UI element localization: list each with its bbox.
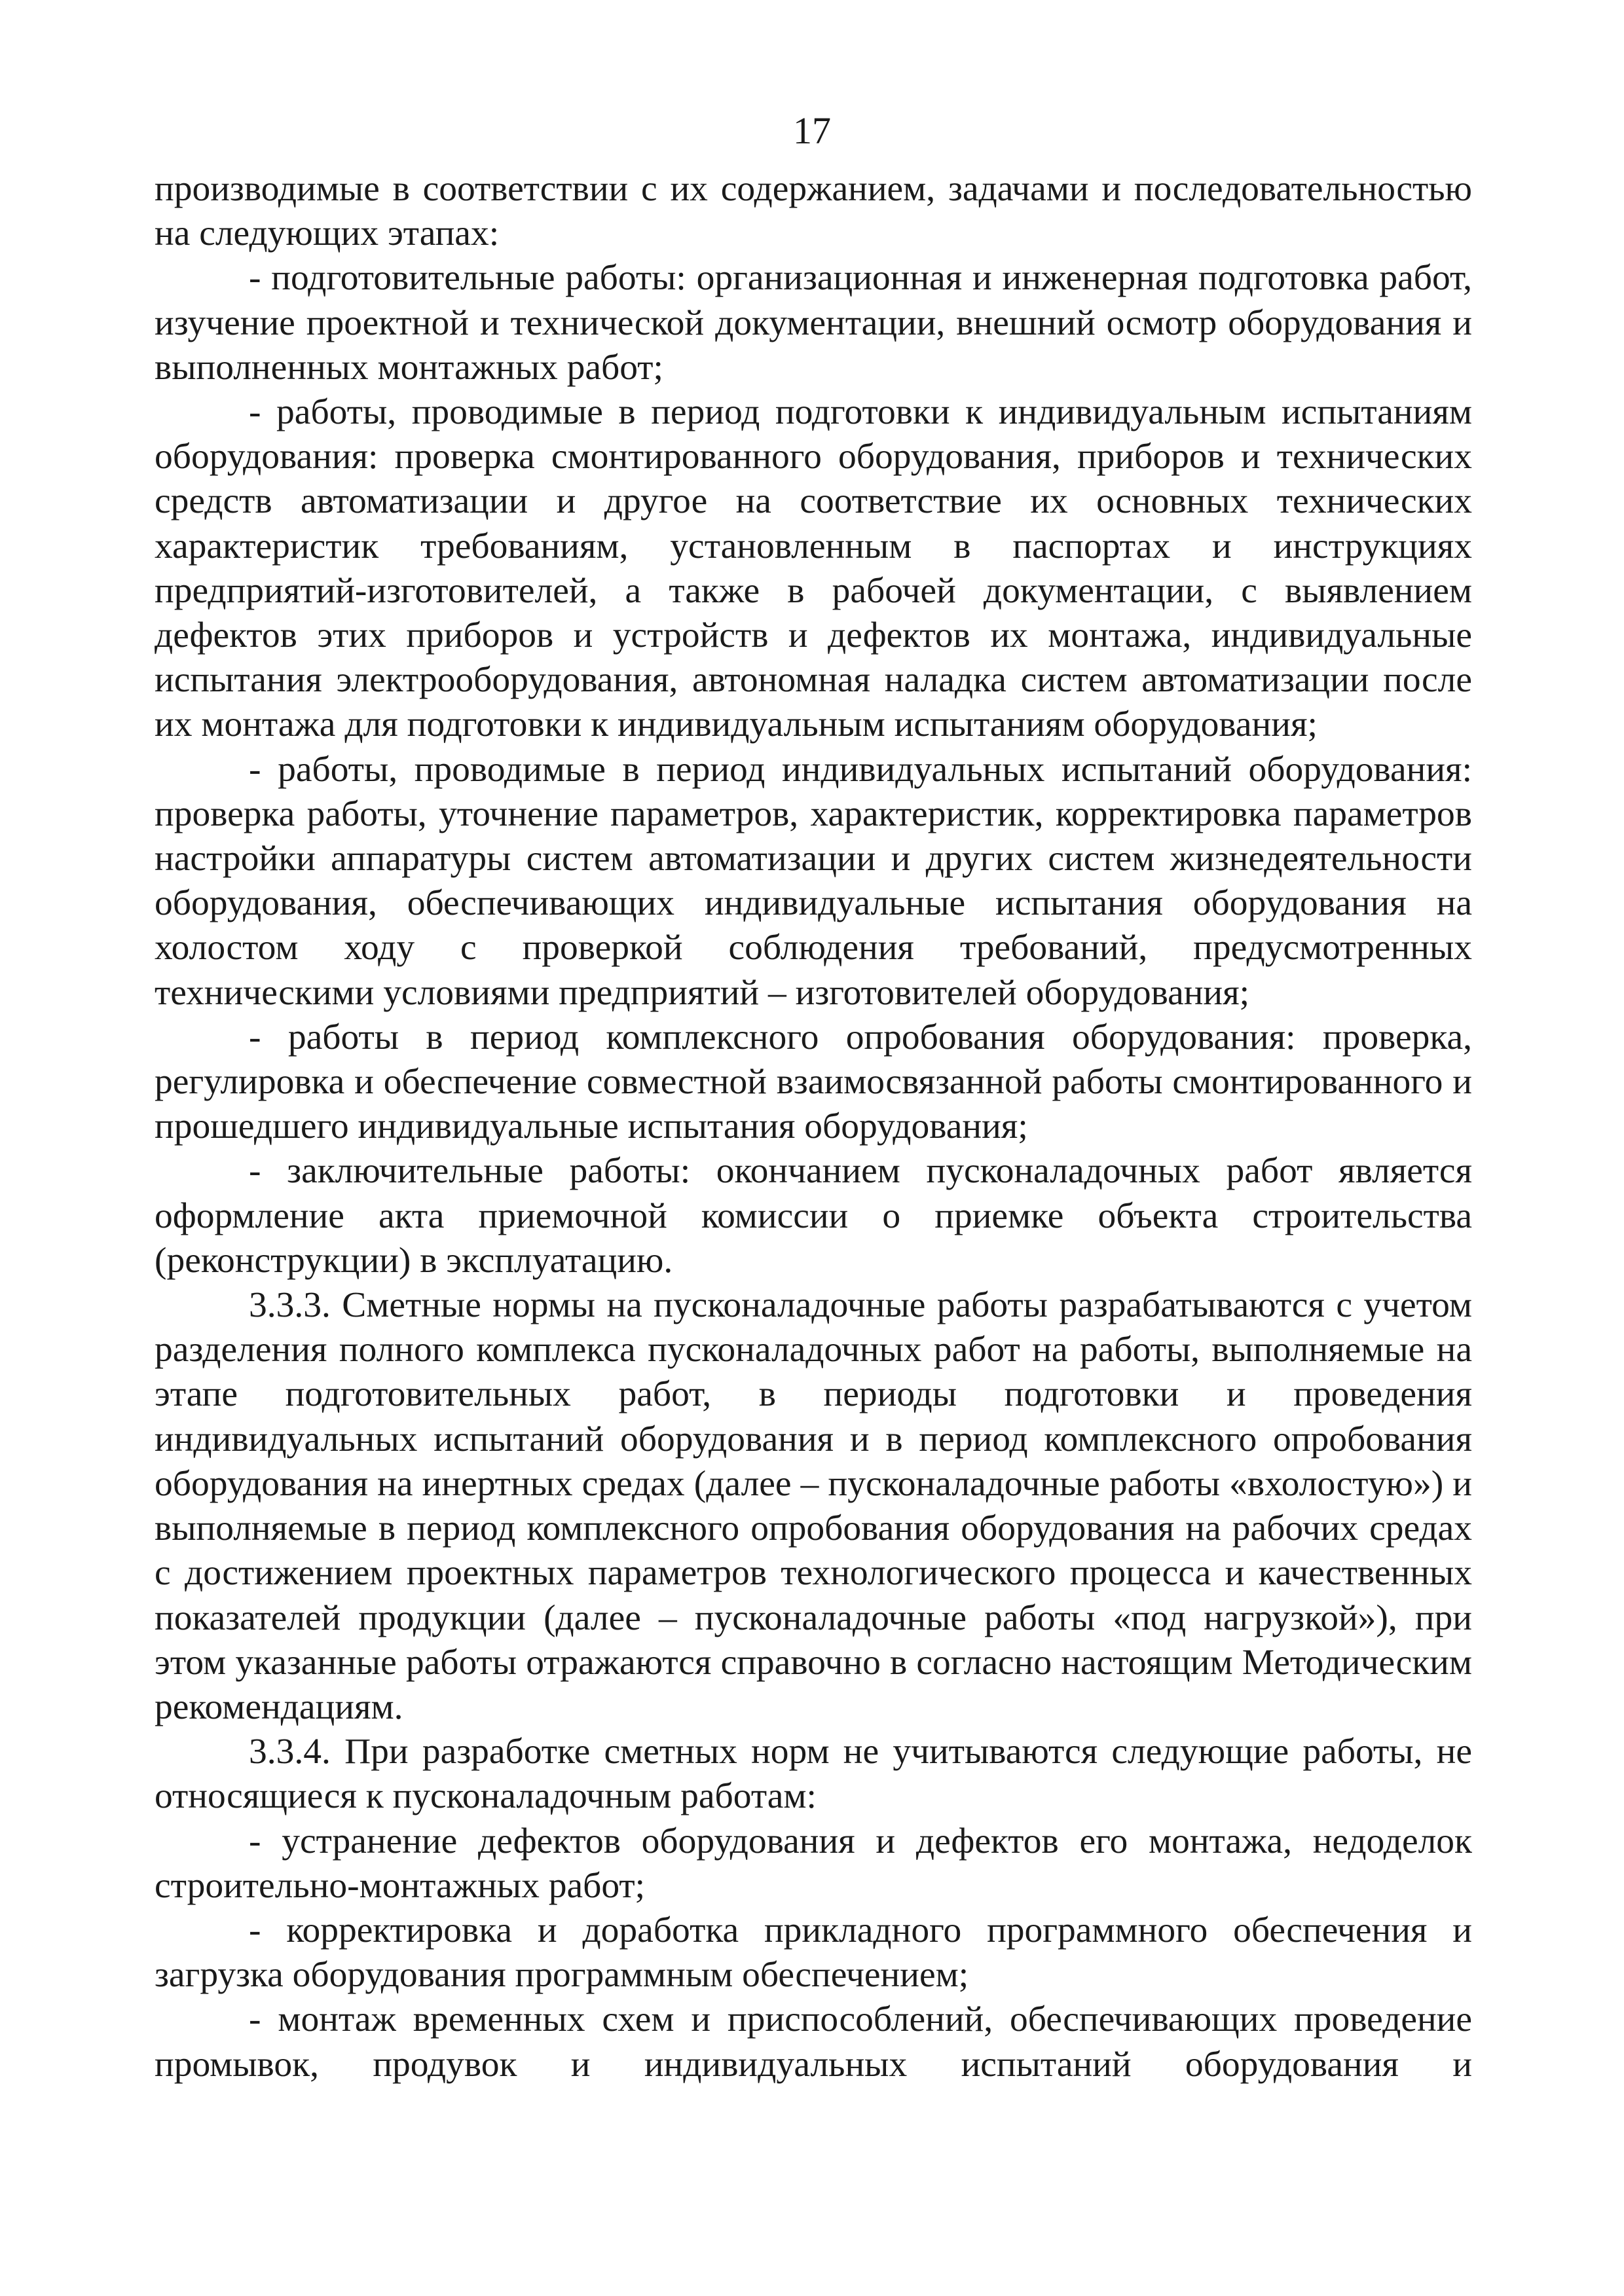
- clause-3-3-4: 3.3.4. При разработке сметных норм не учитываются следующие работы, не относящиеся к пусконаладочным работам:: [155, 1732, 1472, 1817]
- list-item-temporary-schemes: - монтаж временных схем и приспособлений, обеспечивающих проведение промывок, продувок и индивидуальных испытаний оборудования и: [155, 1999, 1472, 2085]
- list-item-preparatory-works: - подготовительные работы: организационная и инженерная подготовка работ, изучение проектной и технической документации, внешний осмотр оборудования и выполненных монтажных работ;: [155, 258, 1472, 388]
- clause-3-3-3: 3.3.3. Сметные нормы на пусконаладочные работы разрабатываются с учетом разделения полного комплекса пусконаладочных работ на работы, выполняемые на этапе подготовительных работ, в периоды подготовки и проведения индивидуальных испытаний оборудования и в период комплексного опробования оборудования на инертных средах (далее – пусконаладочные работы «вхолостую») и выполняемые в период комплексного опробования оборудования на рабочих средах с достижением проектных параметров технологического процесса и качественных показателей продукции (далее – пусконаладочные работы «под нагрузкой»), при этом указанные работы отражаются справочно в согласно настоящим Методическим рекомендациям.: [155, 1285, 1472, 1727]
- page-number: 17: [793, 109, 831, 152]
- list-item-software-correction: - корректировка и доработка прикладного программного обеспечения и загрузка оборудования программным обеспечением;: [155, 1910, 1472, 1995]
- list-item-pre-individual-testing-works: - работы, проводимые в период подготовки к индивидуальным испытаниям оборудования: проверка смонтированного оборудования, приборов и технических средств автоматизации и другое на соответствие их основных технических характеристик требованиям, установленным в паспортах и инструкциях предприятий-изготовителей, а также в рабочей документации, с выявлением дефектов этих приборов и устройств и дефектов их монтажа, индивидуальные испытания электрооборудования, автономная наладка систем автоматизации после их монтажа для подготовки к индивидуальным испытаниям оборудования;: [155, 392, 1472, 745]
- document-body: [155, 167, 1472, 2087]
- list-item-complex-testing-works: - работы в период комплексного опробования оборудования: проверка, регулировка и обеспечение совместной взаимосвязанной работы смонтированного и прошедшего индивидуальные испытания оборудования;: [155, 1017, 1472, 1147]
- list-item-individual-testing-works: - работы, проводимые в период индивидуальных испытаний оборудования: проверка работы, уточнение параметров, характеристик, корректировка параметров настройки аппаратуры систем автоматизации и других систем жизнедеятельности оборудования, обеспечивающих индивидуальные испытания оборудования на холостом ходу с проверкой соблюдения требований, предусмотренных техническими условиями предприятий – изготовителей оборудования;: [155, 749, 1472, 1013]
- paragraph-continuation: производимые в соответствии с их содержанием, задачами и последовательностью на следующих этапах:: [155, 169, 1472, 254]
- list-item-final-works: - заключительные работы: окончанием пусконаладочных работ является оформление акта приемочной комиссии о приемке объекта строительства (реконструкции) в эксплуатацию.: [155, 1151, 1472, 1281]
- list-item-defects-elimination: - устранение дефектов оборудования и дефектов его монтажа, недоделок строительно-монтажных работ;: [155, 1821, 1472, 1906]
